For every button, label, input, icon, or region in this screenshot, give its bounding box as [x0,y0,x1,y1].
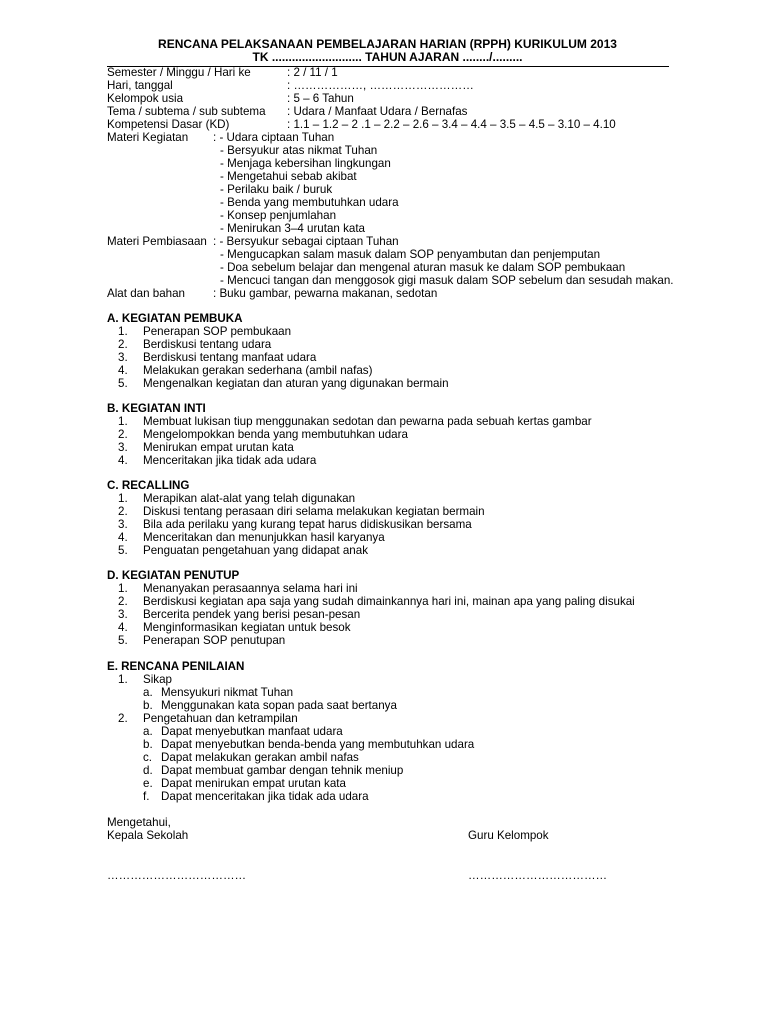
sub-letter: e. [143,777,153,790]
list-number: 1. [118,492,128,505]
materi-pembiasaan-item: - Mengucapkan salam masuk dalam SOP penyambutan dan penjemputan [220,248,601,261]
materi-pembiasaan-item: - Mencuci tangan dan menggosok gigi masuk dalam SOP sebelum dan sesudah makan. [220,274,674,287]
list-item: Membuat lukisan tiup menggunakan sedotan dan pewarna pada sebuah kertas gambar [143,415,592,428]
list-number: 5. [118,377,128,390]
materi-kegiatan-item: - Benda yang membutuhkan udara [220,196,399,209]
list-item: Mengenalkan kegiatan dan aturan yang digunakan bermain [143,377,449,390]
sub-item: Dapat menirukan empat urutan kata [161,777,346,790]
list-item: Menirukan empat urutan kata [143,441,294,454]
materi-pembiasaan-label: Materi Pembiasaan [107,235,207,248]
info-value: : Udara / Manfaat Udara / Bernafas [287,105,468,118]
materi-kegiatan-item: - Bersyukur atas nikmat Tuhan [220,144,378,157]
sub-letter: b. [143,699,153,712]
list-number: 4. [118,454,128,467]
list-item: Menceritakan jika tidak ada udara [143,454,317,467]
list-item: Menanyakan perasaannya selama hari ini [143,582,358,595]
list-number: 5. [118,544,128,557]
list-item: Penerapan SOP pembukaan [143,325,292,338]
alat-bahan-label: Alat dan bahan [107,287,186,300]
list-item: Bila ada perilaku yang kurang tepat harus didiskusikan bersama [143,518,472,531]
list-number: 4. [118,531,128,544]
sub-letter: c. [143,751,153,764]
list-number: 1. [118,582,128,595]
sub-item: Dapat menyebutkan manfaat udara [161,725,343,738]
list-item: Bercerita pendek yang berisi pesan-pesan [143,608,361,621]
sub-letter: d. [143,764,153,777]
list-item: Berdiskusi tentang manfaat udara [143,351,317,364]
guru-kelompok-label: Guru Kelompok [468,829,549,842]
materi-kegiatan-label: Materi Kegiatan [107,131,189,144]
list-number: 2. [118,505,128,518]
info-label: Hari, tanggal [107,79,173,92]
list-number: 3. [118,518,128,531]
sub-item: Dapat melakukan gerakan ambil nafas [161,751,359,764]
alat-bahan-value: : Buku gambar, pewarna makanan, sedotan [213,287,438,300]
list-number: 2. [118,428,128,441]
list-item: Berdiskusi kegiatan apa saja yang sudah dimainkannya hari ini, mainan apa yang paling disukai [143,595,635,608]
info-value: : 1.1 – 1.2 – 2 .1 – 2.2 – 2.6 – 3.4 – 4.4 – 3.5 – 4.5 – 3.10 – 4.10 [287,118,616,131]
document-subtitle: TK ........................... TAHUN AJARAN ......../......... [252,50,523,64]
signature-line-left: ……………………………… [107,869,247,882]
materi-kegiatan-item: : - Udara ciptaan Tuhan [213,131,335,144]
info-value: : ………………, ……………………… [287,79,474,92]
section-title: A. KEGIATAN PEMBUKA [107,312,243,325]
sub-item: Dapat menceritakan jika tidak ada udara [161,790,369,803]
sub-letter: a. [143,686,153,699]
sub-item: Mensyukuri nikmat Tuhan [161,686,294,699]
sub-item: Dapat membuat gambar dengan tehnik meniup [161,764,404,777]
list-number: 3. [118,608,128,621]
list-number: 4. [118,364,128,377]
mengetahui-label: Mengetahui, [107,816,171,829]
list-item: Menginformasikan kegiatan untuk besok [143,621,351,634]
section-title: D. KEGIATAN PENUTUP [107,569,240,582]
sub-item: Menggunakan kata sopan pada saat bertanya [161,699,397,712]
section-title: B. KEGIATAN INTI [107,402,206,415]
list-item: Pengetahuan dan ketrampilan [143,712,298,725]
materi-pembiasaan-item: : - Bersyukur sebagai ciptaan Tuhan [213,235,399,248]
list-number: 3. [118,351,128,364]
list-item: Berdiskusi tentang udara [143,338,272,351]
list-number: 5. [118,634,128,647]
sub-letter: f. [143,790,150,803]
list-item: Diskusi tentang perasaan diri selama melakukan kegiatan bermain [143,505,485,518]
list-item: Melakukan gerakan sederhana (ambil nafas) [143,364,373,377]
materi-kegiatan-item: - Menjaga kebersihan lingkungan [220,157,391,170]
kepala-sekolah-label: Kepala Sekolah [107,829,189,842]
document-title: RENCANA PELAKSANAAN PEMBELAJARAN HARIAN (RPPH) KURIKULUM 2013 [158,37,617,51]
materi-kegiatan-item: - Mengetahui sebab akibat [220,170,357,183]
info-label: Kelompok usia [107,92,184,105]
list-item: Penguatan pengetahuan yang didapat anak [143,544,368,557]
signature-line-right: ……………………………… [468,869,608,882]
list-number: 1. [118,415,128,428]
sub-item: Dapat menyebutkan benda-benda yang membutuhkan udara [161,738,475,751]
info-label: Semester / Minggu / Hari ke [107,66,251,79]
list-item: Sikap [143,673,173,686]
materi-pembiasaan-item: - Doa sebelum belajar dan mengenal aturan masuk ke dalam SOP pembukaan [220,261,626,274]
info-value: : 2 / 11 / 1 [287,66,338,79]
sub-letter: b. [143,738,153,751]
list-number: 2. [118,712,128,725]
list-item: Penerapan SOP penutupan [143,634,286,647]
list-number: 2. [118,595,128,608]
list-item: Menceritakan dan menunjukkan hasil karyanya [143,531,385,544]
list-number: 2. [118,338,128,351]
sub-letter: a. [143,725,153,738]
info-label: Kompetensi Dasar (KD) [107,118,230,131]
list-number: 4. [118,621,128,634]
list-item: Mengelompokkan benda yang membutuhkan udara [143,428,408,441]
info-label: Tema / subtema / sub subtema [107,105,266,118]
materi-kegiatan-item: - Menirukan 3–4 urutan kata [220,222,366,235]
materi-kegiatan-item: - Konsep penjumlahan [220,209,337,222]
section-title: E. RENCANA PENILAIAN [107,660,245,673]
list-item: Merapikan alat-alat yang telah digunakan [143,492,356,505]
section-title: C. RECALLING [107,479,190,492]
list-number: 1. [118,673,128,686]
list-number: 3. [118,441,128,454]
list-number: 1. [118,325,128,338]
info-value: : 5 – 6 Tahun [287,92,354,105]
materi-kegiatan-item: - Perilaku baik / buruk [220,183,333,196]
